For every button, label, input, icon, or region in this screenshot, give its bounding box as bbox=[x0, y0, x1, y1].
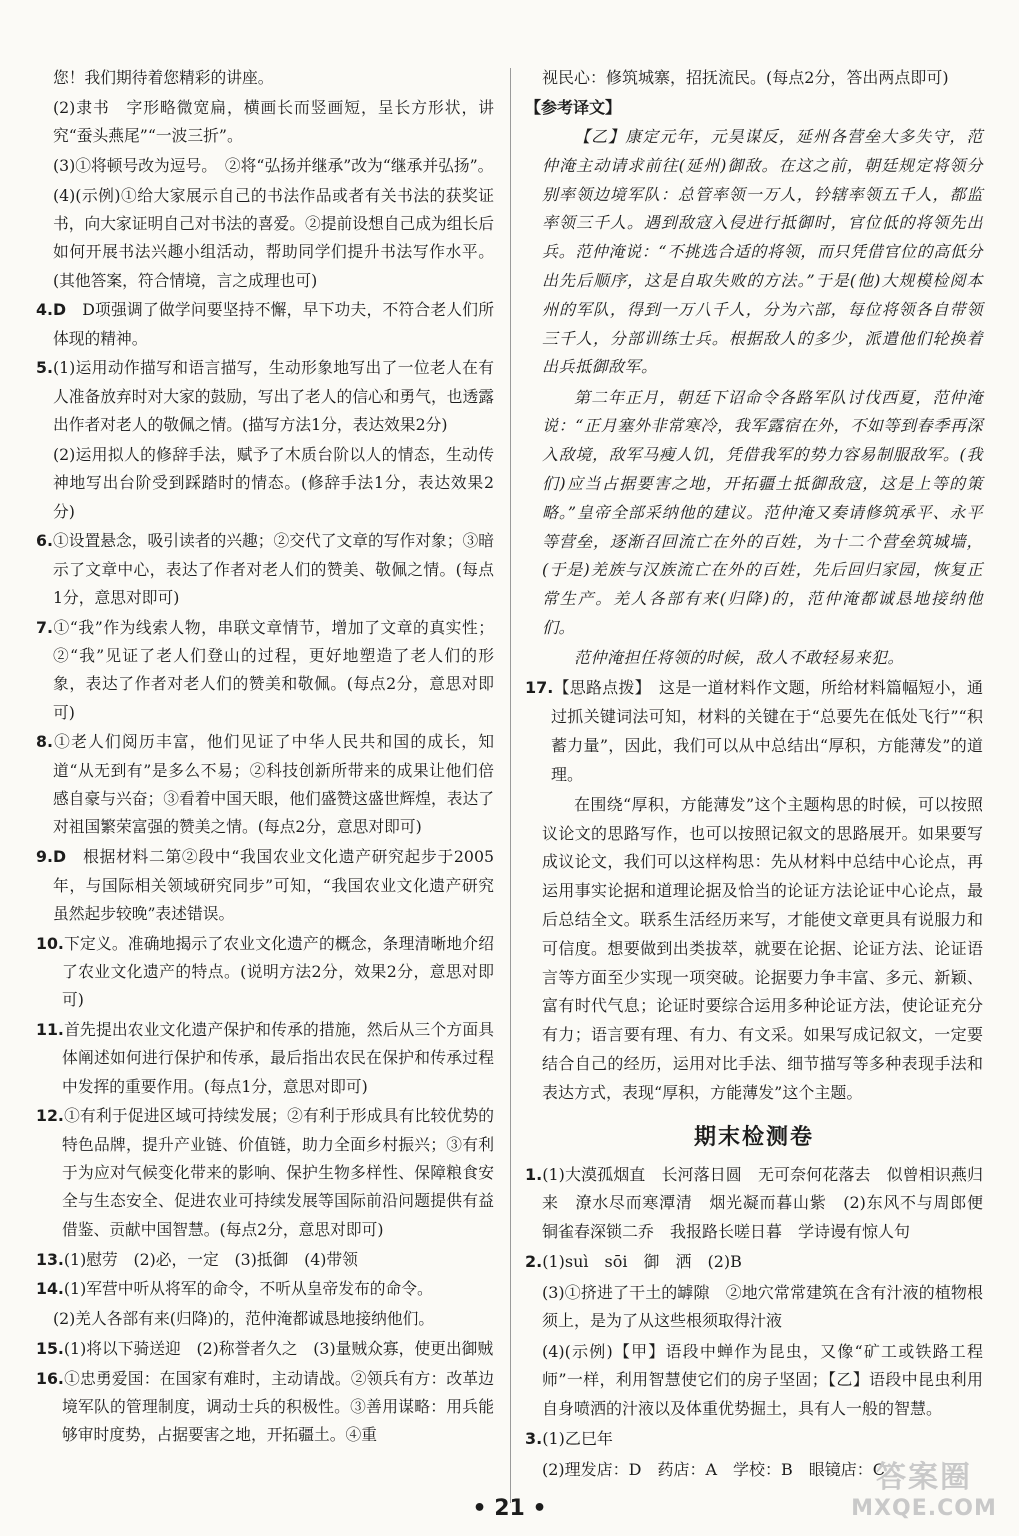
answer-number: 7. bbox=[36, 617, 53, 637]
answer-text: ①“我”作为线索人物，串联文章情节，增加了文章的真实性；②“我”见证了老人们登山的过程，更好地塑造了老人们的形象，表达了作者对老人们的赞美和敬佩。(每点2分，意思对即可) bbox=[52, 617, 494, 722]
reference-translation-title: 【参考译文】 bbox=[525, 98, 622, 118]
translation-paragraph: 范仲淹担任将领的时候，敌人不敢轻易来犯。 bbox=[574, 648, 905, 668]
answer-item bbox=[36, 843, 494, 928]
answer-item bbox=[36, 728, 494, 841]
answer-item bbox=[36, 1365, 494, 1450]
answer-item bbox=[36, 1102, 494, 1244]
answer-item bbox=[36, 354, 494, 439]
answer-text: (1)大漠孤烟直 长河落日圆 无可奈何花落去 似曾相识燕归来 潦水尽而寒潭清 烟光凝而暮山紫 (2)东风不与周郎便 铜雀春深锁二乔 我报路长嗟日暮 学诗谩有惊人句 bbox=[542, 1164, 1000, 1242]
answer-item bbox=[36, 182, 494, 295]
answer-item bbox=[36, 1275, 494, 1303]
answer-item bbox=[36, 930, 494, 1015]
answer-item bbox=[36, 441, 494, 526]
column-divider bbox=[510, 68, 511, 1503]
answer-number: 10. bbox=[36, 933, 64, 953]
site-watermark bbox=[839, 1452, 1009, 1532]
q16-continuation bbox=[525, 64, 983, 93]
answer-number: 13. bbox=[36, 1249, 64, 1269]
answer-number: 15. bbox=[36, 1338, 64, 1358]
final-exam-title: 期末检测卷 bbox=[693, 1124, 814, 1150]
answer-text: 视民心：修筑城寨，招抚流民。(每点2分，答出两点即可) bbox=[542, 68, 949, 87]
answer-text: (2)羌人各部有来(归降)的，范仲淹都诚恳地接纳他们。 bbox=[53, 1309, 435, 1329]
answer-item bbox=[36, 614, 494, 727]
answer-item bbox=[36, 1016, 494, 1101]
answer-text: (1)军营中听从将军的命令，不听从皇帝发布的命令。 bbox=[63, 1279, 433, 1299]
answer-item bbox=[36, 64, 494, 92]
answer-number: 8. bbox=[36, 732, 53, 752]
answer-text: D项强调了做学问要坚持不懈，早下功夫，不符合老人们所体现的精神。 bbox=[53, 300, 494, 348]
answer-item bbox=[36, 1246, 494, 1274]
answer-text: (1)慰劳 (2)必，一定 (3)抵御 (4)带领 bbox=[63, 1249, 358, 1269]
answer-text: 首先提出农业文化遗产保护和传承的措施，然后从三个方面具体阐述如何进行保护和传承，最后指出农民在保护和传承过程中发挥的重要作用。(每点1分，意思对即可) bbox=[62, 1020, 494, 1096]
answer-text: (4)(示例)①给大家展示自己的书法作品或者有关书法的获奖证书，向大家证明自己对书法的喜爱。②提前设想自己成为组长后如何开展书法兴趣小组活动，帮助同学们提升书法写作水平。(其他答案，符合情境，言之成理也可) bbox=[53, 185, 494, 290]
reference-translation bbox=[525, 123, 983, 673]
translation-paragraph: 第二年正月，朝廷下诏命令各路军队讨伐西夏，范仲淹说：“正月塞外非常寒冷，我军露宿在外，不如等到春季再深入敌境，敌军马瘦人饥，凭借我军的势力容易制服敌军。(我们)应当占据要害之地，开拓疆土抵御敌寇，这是上等的策略。”皇帝全部采纳他的建议。范仲淹又奏请修筑承平、永平等营垒，逐渐召回流亡在外的百姓，为十二个营垒筑城墙，(于是)羌族与汉族流亡在外的百姓，先后回归家园，恢复正常生产。羌人各部有来(归降)的，范仲淹都诚恳地接纳他们。 bbox=[542, 387, 983, 637]
answer-item bbox=[36, 527, 494, 612]
answer-number: 16. bbox=[36, 1368, 64, 1388]
answer-text: (3)①挤进了干土的罅隙 ②地穴常常建筑在含有汁液的植物根须上，是为了从这些根须取得汁液 bbox=[542, 1282, 983, 1331]
final-exam-answers bbox=[525, 1161, 1000, 1485]
answer-text: (1)suì sōi 御 洒 (2)B bbox=[542, 1252, 742, 1272]
answer-text: ①有利于促进区域可持续发展；②有利于形成具有比较优势的特色品牌，提升产业链、价值链，助力全面乡村振兴；③有利于为应对气候变化带来的影响、保护生物多样性、保障粮食安全与生态安全、促进农业可持续发展等国际前沿问题提供有益借鉴、贡献中国智慧。(每点2分，意思对即可) bbox=[62, 1106, 494, 1239]
answer-item bbox=[36, 296, 494, 353]
final-answer-item bbox=[525, 1279, 983, 1337]
answer-number: 14. bbox=[36, 1279, 64, 1299]
answer-number: 1. bbox=[525, 1164, 543, 1184]
translation-paragraph: 【乙】康定元年，元昊谋反，延州各营垒大多失守，范仲淹主动请求前往(延州)御敌。在这之前，朝廷规定将领分别率领边境军队：总管率领一万人，钤辖率领五千人，都监率领三千人。遇到敌寇入侵进行抵御时，官位低的将领先出兵。范仲淹说：“不挑选合适的将领，而只凭借官位的高低分出先后顺序，这是自取失败的方法。”于是(他)大规模检阅本州的军队，得到一万八千人，分为六部，每位将领各自带领三千人，分部训练士兵。根据敌人的多少，派遣他们轮换着出兵抵御敌军。 bbox=[542, 126, 983, 377]
answer-item bbox=[36, 1305, 494, 1333]
answer-text: (1)运用动作描写和语言描写，生动形象地写出了一位老人在有人准备放弃时对大家的鼓励，写出了老人的信心和勇气，也透露出作者对老人的敬佩之情。(描写方法1分，表达效果2分) bbox=[52, 358, 494, 435]
answer-text: (2)隶书 字形略微宽扁，横画长而竖画短，呈长方形状，讲究“蚕头燕尾”“一波三折”。 bbox=[53, 97, 494, 146]
answer-number: 6. bbox=[36, 531, 53, 551]
final-answer-item bbox=[525, 1248, 983, 1277]
answer-number: 4.D bbox=[36, 300, 67, 320]
watermark-logo-text: 答案圈 bbox=[876, 1460, 972, 1495]
answer-number: 11. bbox=[36, 1020, 64, 1040]
final-answer-item bbox=[525, 1338, 983, 1424]
final-answer-item bbox=[525, 1425, 983, 1454]
answer-text: (4)(示例)【甲】语段中蝉作为昆虫，又像“矿工或铁路工程师”一样，利用智慧使它们的房子坚固；【乙】语段中昆虫利用自身喷洒的汁液以及体重优势掘土，具有人一般的智慧。 bbox=[542, 1341, 983, 1419]
answer-text: (1)将以下骑送迎 (2)称誉者久之 (3)量贼众寡，使更出御贼 bbox=[63, 1338, 494, 1358]
left-column bbox=[36, 64, 494, 1451]
answer-17-intro bbox=[525, 674, 983, 789]
watermark-url: MXQE.COM bbox=[851, 1496, 997, 1521]
answer-item bbox=[36, 152, 494, 180]
answer-text: ①设置悬念，吸引读者的兴趣；②交代了文章的写作对象；③暗示了文章中心，表达了作者对老人们的赞美、敬佩之情。(每点1分，意思对即可) bbox=[52, 531, 494, 607]
answer-text: 您！我们期待着您精彩的讲座。 bbox=[53, 68, 274, 87]
answer-text: (2)理发店：D 药店：A 学校：B 眼镜店：C bbox=[542, 1459, 886, 1479]
answer-number: 2. bbox=[525, 1252, 543, 1272]
answer-17-text: 【思路点拨】 这是一道材料作文题，所给材料篇幅短小，通过抓关键词法可知，材料的关键在于“总要先在低处飞行”“积蓄力量”，因此，我们可以从中总结出“厚积，方能薄发”的道理。 bbox=[551, 678, 983, 784]
answer-number: 12. bbox=[36, 1106, 64, 1126]
answer-item bbox=[36, 1335, 494, 1363]
answer-item bbox=[36, 94, 494, 151]
answer-text: ①老人们阅历丰富，他们见证了中华人民共和国的成长，知道“从无到有”是多么不易；②科技创新所带来的成果让他们倍感自豪与兴奋；③看着中国天眼，他们盛赞这盛世辉煌，表达了对祖国繁荣富强的赞美之情。(每点2分，意思对即可) bbox=[52, 732, 494, 837]
answer-number: 17. bbox=[525, 678, 554, 698]
page-number: • 21 • bbox=[472, 1496, 547, 1521]
answer-number: 9.D bbox=[36, 847, 67, 867]
answer-number: 3. bbox=[525, 1429, 543, 1449]
answer-text: (1)乙巳年 bbox=[542, 1429, 613, 1449]
answer-text: 下定义。准确地揭示了农业文化遗产的概念，条理清晰地介绍了农业文化遗产的特点。(说明方法2分，效果2分，意思对即可) bbox=[62, 933, 494, 1010]
answer-text: ①忠勇爱国：在国家有难时，主动请战。②领兵有方：改革边境军队的管理制度，调动士兵的积极性。③善用谋略：用兵能够审时度势，占据要害之地，开拓疆土。④重 bbox=[62, 1368, 494, 1445]
final-answer-item bbox=[525, 1161, 1000, 1247]
answer-17-body: 在围绕“厚积，方能薄发”这个主题构思的时候，可以按照议论文的思路写作，也可以按照记叙文的思路展开。如果要写成议论文，我们可以这样构思：先从材料中总结中心论点，再运用事实论据和道理论据及恰当的论证方法论证中心论点，最后总结全文。联系生活经历来写，才能使文章更具有说服力和可信度。想要做到出类拔萃，就要在论据、论证方法、论证语言等方面至少实现一项突破。论据要力争丰富、多元、新颖、富有时代气息；论证时要综合运用多种论证方法，使论证充分有力；语言要有理、有力、有文采。如果写成记叙文，一定要结合自己的经历，运用对比手法、细节描写等多种表现手法和表达方式，表现“厚积，方能薄发”这个主题。 bbox=[542, 794, 983, 1102]
answer-text: (3)①将顿号改为逗号。 ②将“弘扬并继承”改为“继承并弘扬”。 bbox=[53, 155, 494, 175]
answer-text: 根据材料二第②段中“我国农业文化遗产研究起步于2005年，与国际相关领域研究同步”可知，“我国农业文化遗产研究虽然起步较晚”表述错误。 bbox=[53, 847, 494, 923]
answer-number: 5. bbox=[36, 358, 53, 378]
answer-text: (2)运用拟人的修辞手法，赋予了木质台阶以人的情态，生动传神地写出台阶受到踩踏时的情态。(修辞手法1分，表达效果2分) bbox=[53, 444, 494, 521]
answer-item bbox=[525, 64, 983, 93]
right-column bbox=[525, 64, 1000, 1486]
